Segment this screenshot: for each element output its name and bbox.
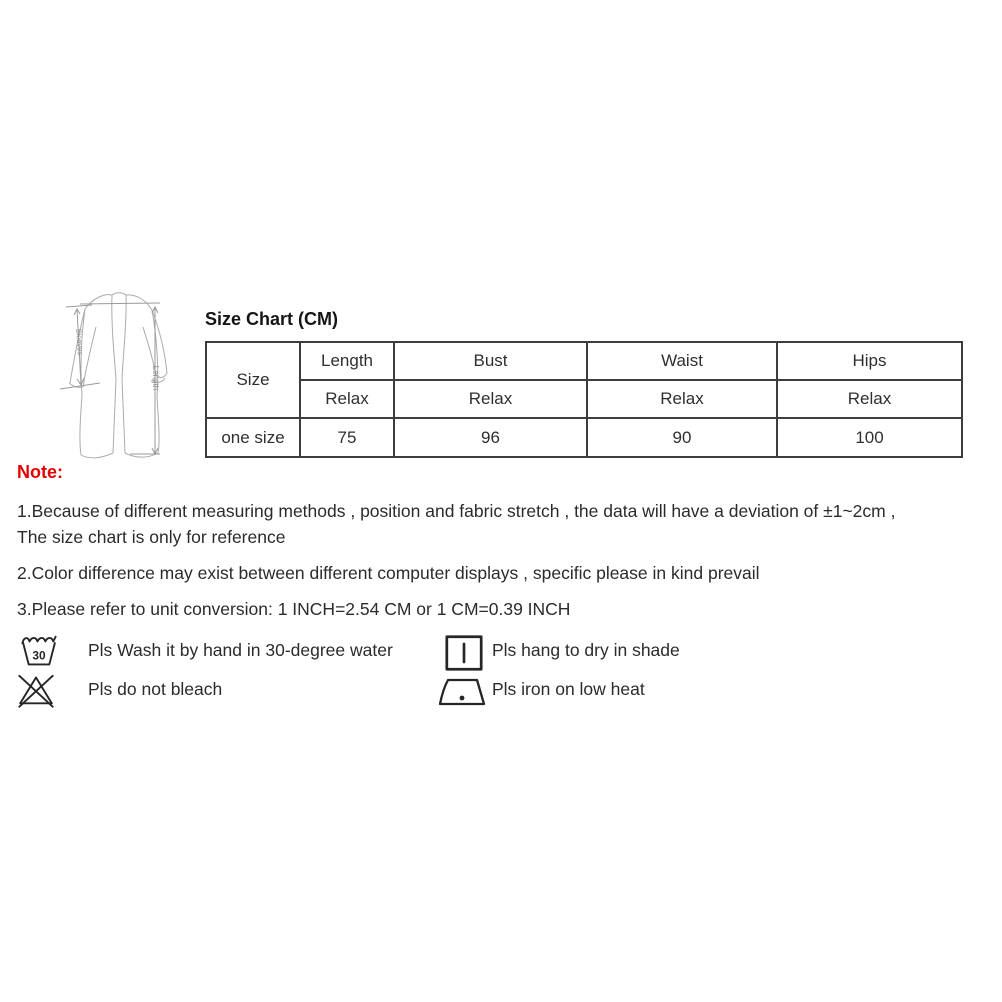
- hang-dry-icon: [444, 634, 484, 672]
- hand-wash-label: Pls Wash it by hand in 30-degree water: [88, 640, 393, 660]
- note-item-2: 2.Color difference may exist between different computer displays , specific please in kind prevail: [17, 563, 760, 583]
- measurement-arrows: [60, 303, 160, 454]
- table-row-measures: [206, 342, 962, 380]
- note-item-1: [17, 498, 985, 550]
- do-not-bleach-label: Pls do not bleach: [88, 679, 223, 699]
- fit-cell: Relax: [300, 380, 394, 418]
- col-header-bust: Bust: [394, 342, 587, 380]
- garment-sketch: [52, 283, 202, 475]
- col-header-hips: Hips: [777, 342, 962, 380]
- fit-cell: Relax: [587, 380, 777, 418]
- do-not-bleach-icon: [16, 672, 56, 708]
- note-1-line-2: The size chart is only for reference: [17, 527, 286, 547]
- table-row-one-size: [206, 418, 962, 457]
- hang-dry-label: Pls hang to dry in shade: [492, 640, 680, 660]
- note-1-line-1: 1.Because of different measuring methods , position and fabric stretch , the data will have a deviation of ±1~2cm ,: [17, 501, 896, 521]
- hand-wash-30-icon: [20, 634, 58, 668]
- note-item-3: 3.Please refer to unit conversion: 1 INCH=2.54 CM or 1 CM=0.39 INCH: [17, 599, 571, 619]
- table-row-fit: [206, 380, 962, 418]
- value-cell-waist: 90: [587, 418, 777, 457]
- value-cell-hips: 100: [777, 418, 962, 457]
- size-name-cell: one size: [206, 418, 300, 457]
- value-cell-length: 75: [300, 418, 394, 457]
- sleeves-measure-label: Sleeves: [74, 328, 85, 356]
- col-header-waist: Waist: [587, 342, 777, 380]
- iron-low-heat-label: Pls iron on low heat: [492, 679, 645, 699]
- wash-temp-value: 30: [32, 648, 46, 663]
- iron-low-heat-icon: [437, 676, 489, 708]
- fit-cell: Relax: [394, 380, 587, 418]
- value-cell-bust: 96: [394, 418, 587, 457]
- note-heading: Note:: [17, 462, 63, 482]
- fit-cell: Relax: [777, 380, 962, 418]
- size-table: [205, 341, 963, 458]
- size-header-cell: Size: [206, 342, 300, 418]
- length-measure-label: Length: [151, 365, 160, 391]
- col-header-length: Length: [300, 342, 394, 380]
- page-title: Size Chart (CM): [205, 309, 339, 329]
